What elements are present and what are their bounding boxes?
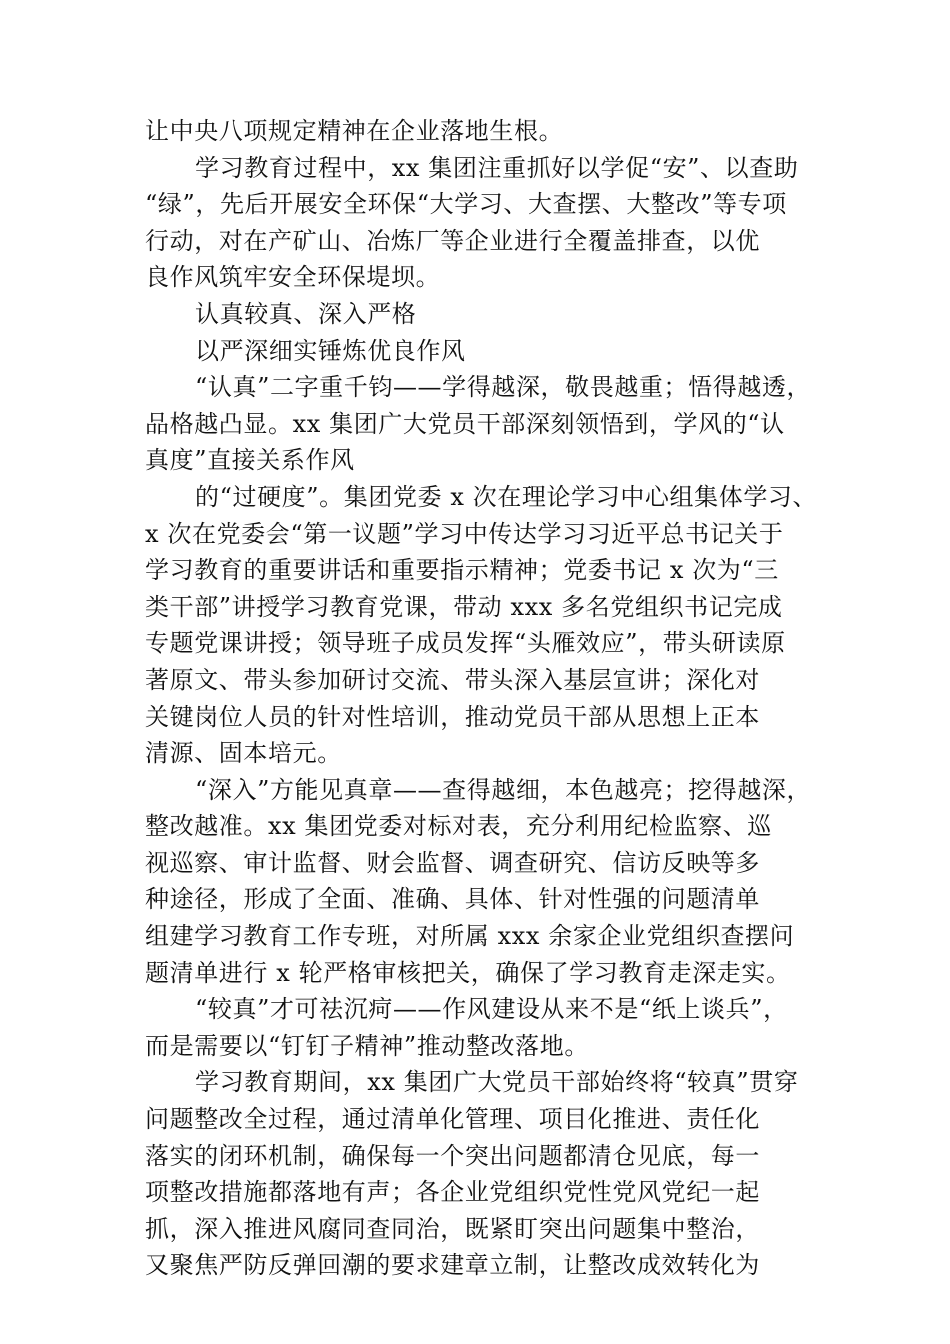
text-line: 专题党课讲授；领导班子成员发挥“头雁效应”，带头研读原	[145, 629, 786, 658]
text-line: 抓，深入推进风腐同查同治，既紧盯突出问题集中整治，	[145, 1214, 760, 1243]
text-line: 类干部”讲授学习教育党课，带动 xxx 多名党组织书记完成	[145, 592, 783, 621]
text-line: 视巡察、审计监督、财会监督、调查研究、信访反映等多	[145, 848, 760, 877]
text-line: 种途径，形成了全面、准确、具体、针对性强的问题清单	[145, 885, 760, 914]
text-line: 学习教育过程中，xx 集团注重抓好以学促“安”、以查助	[195, 153, 799, 182]
text-line: 著原文、带头参加研讨交流、带头深入基层宣讲；深化对	[145, 665, 760, 694]
text-line: 的“过硬度”。集团党委 x 次在理论学习中心组集体学习、	[195, 482, 818, 511]
text-line: 落实的闭环机制，确保每一个突出问题都清仓见底，每一	[145, 1141, 760, 1170]
text-line: 学习教育期间，xx 集团广大党员干部始终将“较真”贯穿	[195, 1068, 799, 1097]
text-line: 品格越凸显。xx 集团广大党员干部深刻领悟到，学风的“认	[145, 409, 785, 438]
section-subheading: 以严深细实锤炼优良作风	[195, 336, 466, 365]
text-line: 行动，对在产矿山、冶炼厂等企业进行全覆盖排查，以优	[145, 226, 760, 255]
text-line: 又聚焦严防反弹回潮的要求建章立制，让整改成效转化为	[145, 1251, 760, 1280]
text-line: 问题整改全过程，通过清单化管理、项目化推进、责任化	[145, 1105, 760, 1134]
text-line: 项整改措施都落地有声；各企业党组织党性党风党纪一起	[145, 1178, 760, 1207]
text-line: 整改越准。xx 集团党委对标对表，充分利用纪检监察、巡	[145, 812, 772, 841]
section-heading: 认真较真、深入严格	[195, 299, 417, 328]
text-line: “深入”方能见真章——查得越细，本色越亮；挖得越深，	[195, 775, 812, 804]
text-line: 题清单进行 x 轮严格审核把关，确保了学习教育走深走实。	[145, 958, 791, 987]
text-line: 良作风筑牢安全环保堤坝。	[145, 263, 441, 292]
text-line: 真度”直接关系作风	[145, 446, 355, 475]
text-line: 而是需要以“钉钉子精神”推动整改落地。	[145, 1031, 589, 1060]
text-line: 关键岗位人员的针对性培训，推动党员干部从思想上正本	[145, 702, 760, 731]
text-line: “较真”才可祛沉疴——作风建设从来不是“纸上谈兵”，	[195, 995, 788, 1024]
text-line: 组建学习教育工作专班，对所属 xxx 余家企业党组织查摆问	[145, 922, 795, 951]
text-line: 清源、固本培元。	[145, 739, 342, 768]
text-line: “绿”，先后开展安全环保“大学习、大查摆、大整改”等专项	[145, 190, 787, 219]
text-line: 学习教育的重要讲话和重要指示精神；党委书记 x 次为“三	[145, 556, 779, 585]
document-page	[145, 113, 835, 1284]
text-line: x 次在党委会“第一议题”学习中传达学习习近平总书记关于	[145, 519, 784, 548]
text-line: 让中央八项规定精神在企业落地生根。	[145, 117, 564, 145]
text-line: “认真”二字重千钧——学得越深，敬畏越重；悟得越透，	[195, 373, 812, 402]
